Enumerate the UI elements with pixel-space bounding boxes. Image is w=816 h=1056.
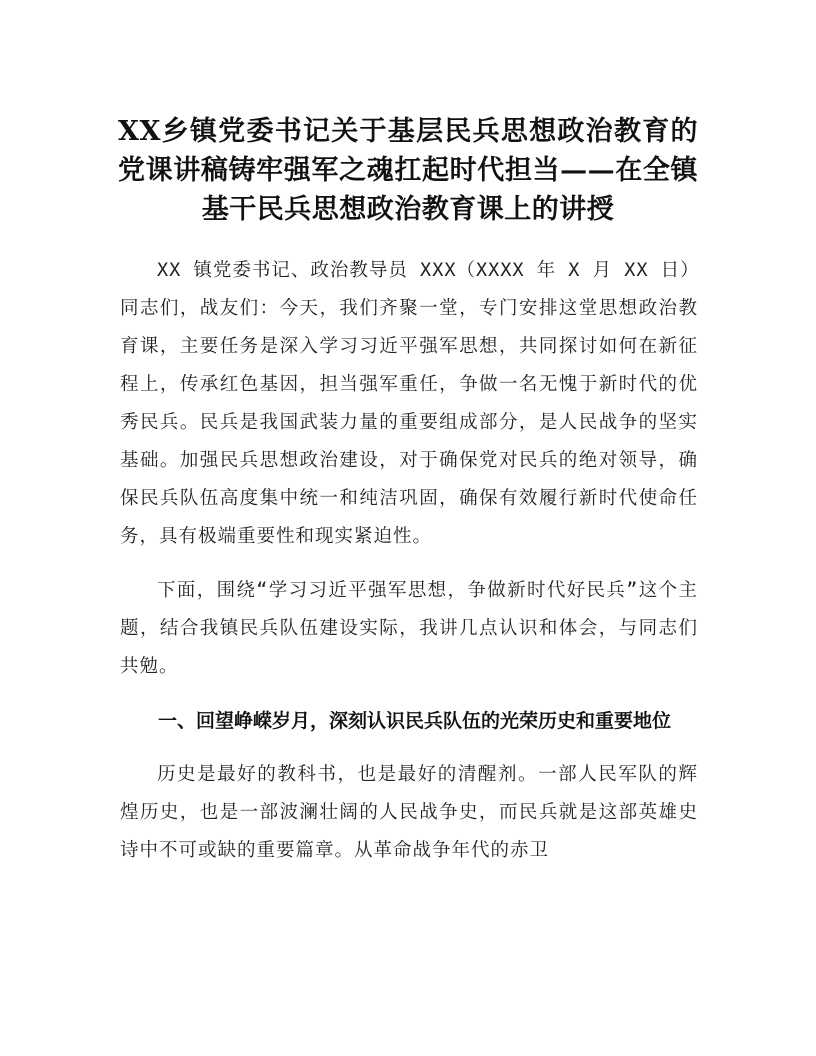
document-body [120, 252, 698, 886]
section-heading-1: 一、回望峥嵘岁月，深刻认识民兵队伍的光荣历史和重要地位 [158, 710, 672, 732]
document-title: XX乡镇党委书记关于基层民兵思想政治教育的党课讲稿铸牢强军之魂扛起时代担当——在全镇基干民兵思想政治教育课上的讲授 [118, 116, 698, 225]
body-paragraph-1: 同志们，战友们：今天，我们齐聚一堂，专门安排这堂思想政治教育课，主要任务是深入学习习近平强军思想，共同探讨如何在新征程上，传承红色基因，担当强军重任，争做一名无愧于新时代的优秀民兵。民兵是我国武装力量的重要组成部分，是人民战争的坚实基础。加强民兵思想政治建设，对于确保党对民兵的绝对领导，确保民兵队伍高度集中统一和纯洁巩固，确保有效履行新时代使命任务，具有极端重要性和现实紧迫性。 [120, 298, 698, 547]
section-paragraph-1: 历史是最好的教科书，也是最好的清醒剂。一部人民军队的辉煌历史，也是一部波澜壮阔的人民战争史，而民兵就是这部英雄史诗中不可或缺的重要篇章。从革命战争年代的赤卫 [120, 764, 698, 861]
byline: XX 镇党委书记、政治教导员 XXX（XXXX 年 X 月 XX 日） [157, 260, 700, 281]
body-paragraph-2: 下面，围绕“学习习近平强军思想，争做新时代好民兵”这个主题，结合我镇民兵队伍建设实际，我讲几点认识和体会，与同志们共勉。 [120, 580, 698, 677]
